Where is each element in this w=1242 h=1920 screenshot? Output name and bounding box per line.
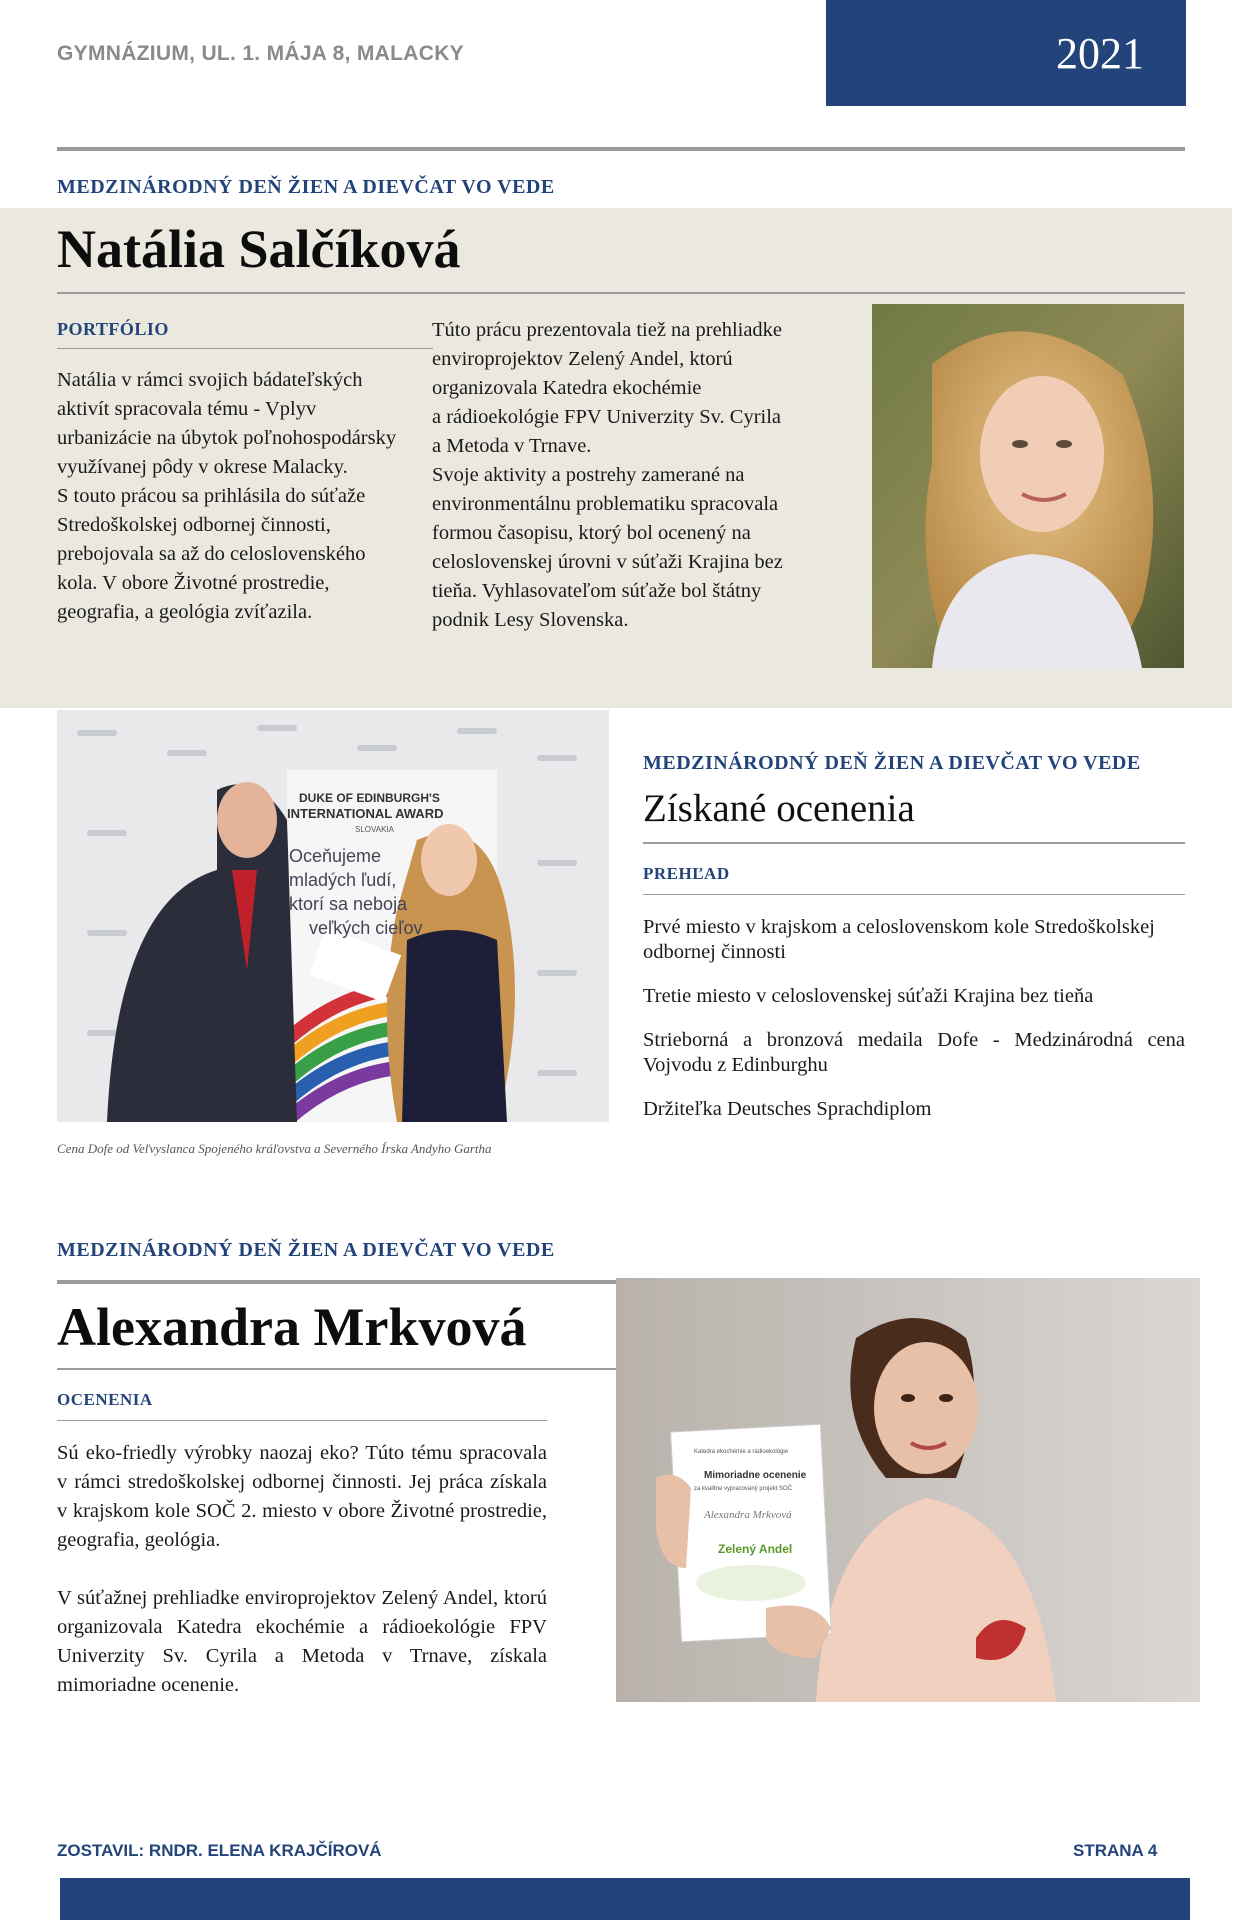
paragraph: V súťažnej prehliadke enviroprojektov Zelený Andel, ktorú organizovala Katedra ekochémie a rádioekológie FPV Univerzity Sv. Cyrila a Metoda v Trnave, získala mimoriadne ocenenie. [57, 1587, 547, 1696]
section1-column1 [57, 366, 437, 627]
section1-subheading: PORTFÓLIO [57, 319, 169, 339]
photo-caption: Cena Dofe od Veľvyslanca Spojeného kráľovstva a Severného Írska Andyho Gartha [57, 1141, 492, 1156]
banner-line1: DUKE OF EDINBURGH'S [299, 791, 440, 805]
text-line: Svoje aktivity a postrehy zamerané na [432, 464, 745, 486]
text-line: aktivít spracovala tému - Vplyv [57, 398, 317, 420]
text-line: celoslovenskej úrovni v súťaži Krajina bez [432, 551, 783, 573]
section3-top-rule [57, 1280, 617, 1284]
section1-sub-rule [57, 348, 433, 349]
banner-slogan3: ktorí sa neboja [289, 894, 408, 914]
text-line: kola. V obore Životné prostredie, [57, 572, 330, 594]
text-line: prebojovala sa až do celoslovenského [57, 543, 366, 565]
portrait-photo-alexandra [616, 1278, 1200, 1702]
footer-bar [60, 1878, 1190, 1920]
award-item: Strieborná a bronzová medaila Dofe - Medzinárodná cena Vojvodu z Edinburghu [643, 1029, 1185, 1076]
text-line: a Metoda v Trnave. [432, 435, 592, 457]
section3-kicker: MEDZINÁRODNÝ DEŇ ŽIEN A DIEVČAT VO VEDE [57, 1239, 555, 1261]
section2-title: Získané ocenenia [643, 787, 915, 830]
text-line: formou časopisu, ktorý bol ocenený na [432, 522, 751, 544]
text-line: geografia, a geológia zvíťazila. [57, 601, 313, 623]
year-label: 2021 [1056, 29, 1144, 78]
text-line: a rádioekológie FPV Univerzity Sv. Cyrila [432, 406, 782, 428]
section1-column2 [432, 316, 832, 635]
award-item: Držiteľka Deutsches Sprachdiplom [643, 1098, 932, 1120]
award-ceremony-photo [57, 710, 609, 1122]
header-rule [57, 147, 1185, 151]
section3-subheading: OCENENIA [57, 1390, 153, 1409]
banner-slogan2: mladých ľudí, [289, 870, 397, 890]
certificate-title: Mimoriadne ocenenie [704, 1470, 807, 1481]
section3-sub-rule [57, 1420, 547, 1421]
page-number: STRANA 4 [1073, 1841, 1158, 1860]
school-header: GYMNÁZIUM, UL. 1. MÁJA 8, MALACKY [57, 42, 464, 65]
banner-slogan1: Oceňujeme [289, 846, 382, 866]
text-line: využívanej pôdy v okrese Malacky. [57, 456, 348, 478]
section1-name: Natália Salčíková [57, 219, 461, 279]
award-item: Tretie miesto v celoslovenskej súťaži Krajina bez tieňa [643, 985, 1094, 1007]
text-line: environmentálnu problematiku spracovala [432, 493, 779, 515]
certificate-name: Alexandra Mrkvová [704, 1509, 792, 1521]
section2-title-rule [643, 842, 1185, 844]
footer-compiled: ZOSTAVIL: RNDR. ELENA KRAJČÍROVÁ [57, 1841, 382, 1860]
section3-title-rule [57, 1368, 617, 1370]
text-line: organizovala Katedra ekochémie [432, 377, 702, 399]
banner-line2: INTERNATIONAL AWARD [287, 806, 444, 821]
portrait-photo-natalia [872, 304, 1184, 668]
section3-body [57, 1439, 547, 1700]
banner-slogan4: veľkých cieľov [309, 918, 423, 938]
text-line: tieňa. Vyhlasovateľom súťaže bol štátny [432, 580, 762, 602]
text-line: Natália v rámci svojich bádateľských [57, 369, 363, 391]
section1-title-rule [57, 292, 1185, 294]
section3-name: Alexandra Mrkvová [57, 1297, 527, 1357]
certificate-line1: Katedra ekochémie a rádioekológie [694, 1449, 789, 1455]
text-line: Túto prácu prezentovala tiež na prehliadke [432, 319, 783, 341]
awards-list [643, 915, 1185, 1122]
certificate-subtitle: za kvalitne vypracovaný projekt SOČ [694, 1486, 793, 1492]
certificate-award: Zelený Andel [718, 1542, 793, 1556]
section2-subheading: PREHĽAD [643, 864, 730, 883]
section1-kicker: MEDZINÁRODNÝ DEŇ ŽIEN A DIEVČAT VO VEDE [57, 176, 555, 198]
text-line: Stredoškolskej odbornej činnosti, [57, 514, 331, 536]
text-line: podnik Lesy Slovenska. [432, 609, 629, 631]
section2-sub-rule [643, 894, 1185, 895]
paragraph: Sú eko-friedly výrobky naozaj eko? Túto tému spracovala v rámci stredoškolskej odbornej činnosti. Jej práca získala v krajskom kole SOČ 2. miesto v obore Životné prostredie, geografia, geológia. [57, 1442, 547, 1551]
banner-line3: SLOVAKIA [355, 825, 394, 834]
text-line: enviroprojektov Zelený Andel, ktorú [432, 348, 733, 370]
section2-kicker: MEDZINÁRODNÝ DEŇ ŽIEN A DIEVČAT VO VEDE [643, 752, 1141, 774]
text-line: urbanizácie na úbytok poľnohospodársky [57, 427, 397, 449]
text-line: S touto prácou sa prihlásila do súťaže [57, 485, 366, 507]
award-item: Prvé miesto v krajskom a celoslovenskom kole Stredoškolskej odbornej činnosti [643, 916, 1155, 963]
